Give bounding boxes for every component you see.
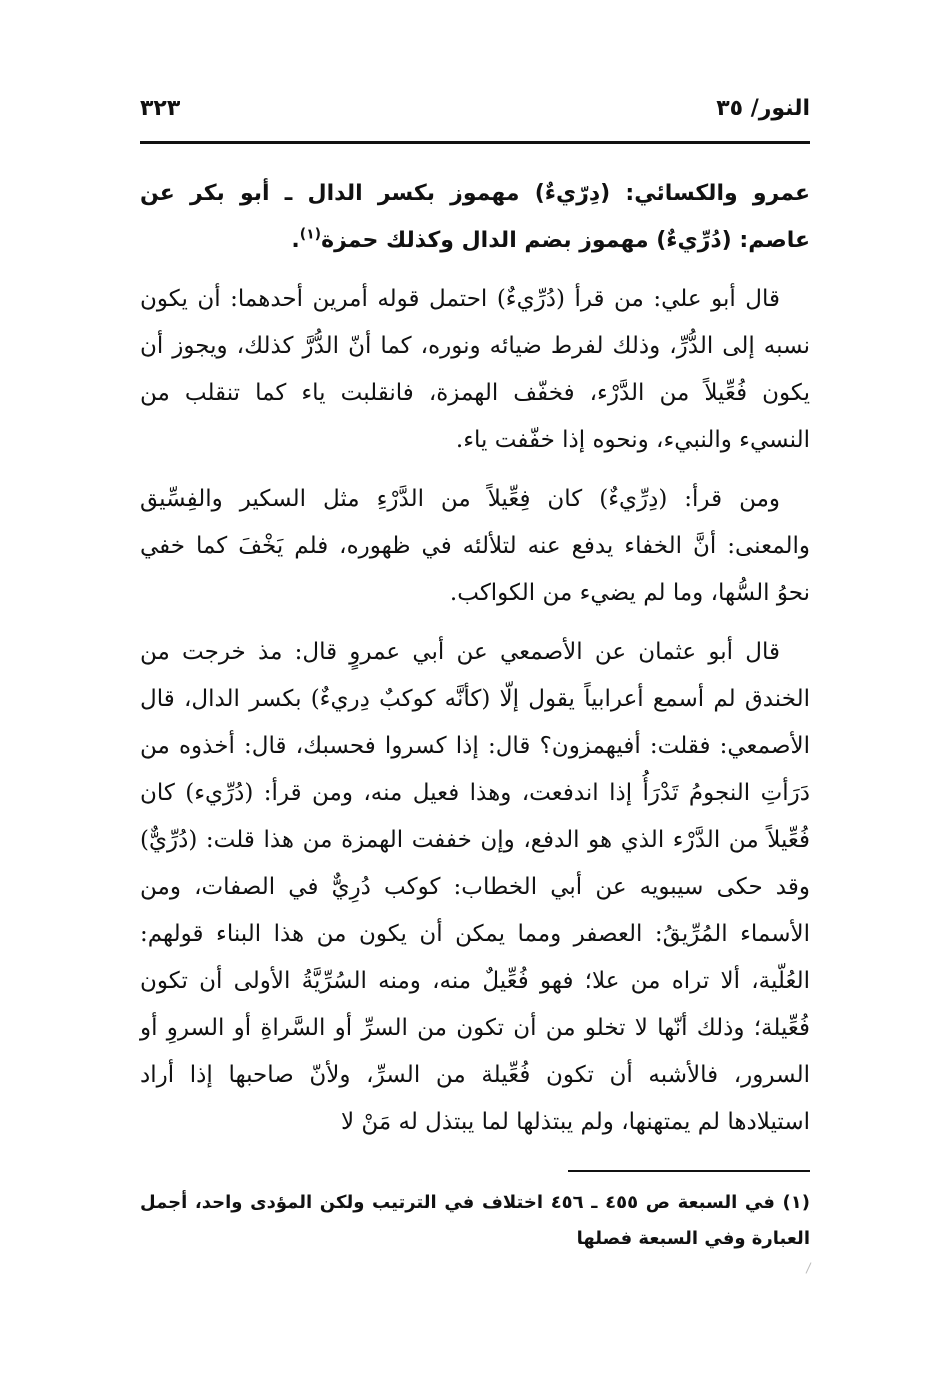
- footnote-reference: (١): [299, 226, 322, 243]
- footnote: (١) في السبعة ص ٤٥٥ ـ ٤٥٦ اختلاف في الترتيب ولكن المؤدى واحد، أجمل العبارة وفي السبعة فصلها: [140, 1192, 810, 1249]
- footnote-rule: [568, 1170, 810, 1172]
- paragraph-1-text: عمرو والكسائي: (دِرّيءٌ) مهموز بكسر الدال ـ أبو بكر عن عاصم: (دُرِّيءٌ) مهموز بضم الدال وكذلك حمزة: [140, 181, 810, 253]
- running-header: [140, 92, 810, 132]
- paragraph-1: [140, 170, 810, 264]
- page-number: ٣٢٣: [140, 96, 181, 121]
- running-title: النور/ ٣٥: [716, 96, 810, 121]
- scan-mark: [806, 1262, 812, 1273]
- paragraph-4: قال أبو عثمان عن الأصمعي عن أبي عمروٍ قال: مذ خرجت من الخندق لم أسمع أعرابياً يقول إلّا (كأنَّه كوكبٌ دِريءٌ) بكسر الدال، قال الأصمعي: فقلت: أفيهمزون؟ قال: إذا كسروا فحسبك، قال: أخذوه من دَرَأتِ النجومُ تَدْرَأُ إذا اندفعت، وهذا فعيل منه، ومن قرأ: (دُرِّيء) كان فُعِّيلاً من الدَّرْء الذي هو الدفع، وإن خففت الهمزة من هذا قلت: (دُرِّيٌّ) وقد حكى سيبويه عن أبي الخطاب: كوكب دُرِيٌّ في الصفات، ومن الأسماء المُرِّيقُ: العصفر ومما يمكن أن يكون من هذا البناء قولهم: العُلّية، ألا تراه من علا؛ فهو فُعِّيلٌ منه، ومنه السُرِّيَّةُ الأولى أن تكون فُعِّيلة؛ وذلك أنّها لا تخلو من أن تكون من السرِّ أو السَّراةِ أو السروِ أو السرور، فالأشبه أن تكون فُعِّيلة من السرِّ، ولأنّ صاحبها إذا أراد استيلادها لم يمتهنها، ولم يبتذلها لما يبتذل له مَنْ لا: [140, 639, 810, 1135]
- paragraph-2: قال أبو علي: من قرأ (دُرِّيءٌ) احتمل قوله أمرين أحدهما: أن يكون نسبه إلى الدُّرِّ، وذلك لفرط ضيائه ونوره، كما أنّ الدُّرَّ كذلك، ويجوز أن يكون فُعِّيلاً من الدَّرْء، فخفّف الهمزة، فانقلبت ياء كما تنقلب من النسيء والنبيء، ونحوه إذا خفّفت ياء.: [140, 286, 810, 453]
- body-text: [140, 170, 810, 1158]
- header-rule: [140, 141, 810, 144]
- paragraph-1-end: .: [291, 228, 300, 253]
- paragraph-3: ومن قرأ: (دِرِّيءٌ) كان فِعِّيلاً من الدَّرْءِ مثل السكير والفِسِّيق والمعنى: أنَّ الخفاء يدفع عنه لتلألئه في ظهوره، فلم يَخْفَ كما خفي نحوُ السُّها، وما لم يضيء من الكواكب.: [140, 486, 810, 606]
